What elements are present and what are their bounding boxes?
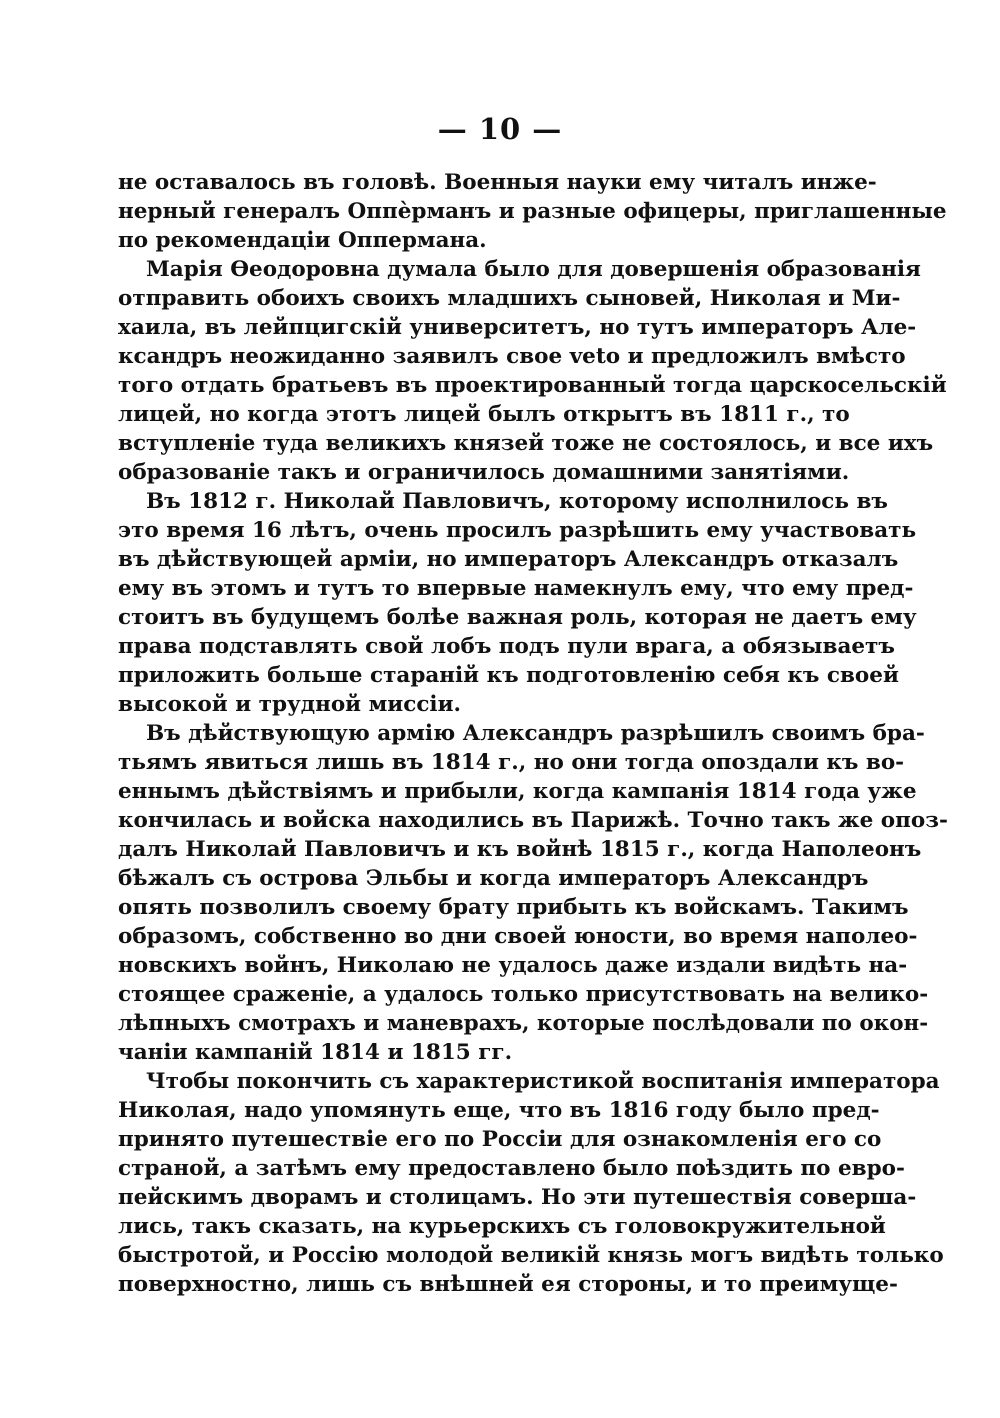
text-line: стоящее сраженіе, а удалось только присутствовать на велико- bbox=[118, 982, 929, 1007]
body-text bbox=[118, 168, 948, 1299]
text-line: Въ 1812 г. Николай Павловичъ, которому исполнилось въ bbox=[146, 489, 888, 514]
text-line: Николая, надо упомянуть еще, что въ 1816 году было пред- bbox=[118, 1098, 880, 1123]
page-number: — 10 — bbox=[437, 112, 563, 146]
text-line: того отдать братьевъ въ проектированный тогда царскосельскій bbox=[118, 373, 947, 398]
text-line: высокой и трудной миссіи. bbox=[118, 692, 462, 717]
text-line: вступленіе туда великихъ князей тоже не состоялось, и все ихъ bbox=[118, 431, 934, 456]
text-line: хаила, въ лейпцигскій университетъ, но тутъ императоръ Але- bbox=[118, 315, 917, 340]
text-line: образомъ, собственно во дни своей юности, во время наполео- bbox=[118, 924, 918, 949]
text-line: стоитъ въ будущемъ болѣе важная роль, которая не даетъ ему bbox=[118, 605, 917, 630]
text-line: принято путешествіе его по Россіи для ознакомленія его со bbox=[118, 1127, 882, 1152]
text-line: пейскимъ дворамъ и столицамъ. Но эти путешествія соверша- bbox=[118, 1185, 917, 1210]
text-line: отправить обоихъ своихъ младшихъ сыновей, Николая и Ми- bbox=[118, 286, 901, 311]
text-line: Чтобы покончить съ характеристикой воспитанія императора bbox=[146, 1069, 940, 1094]
text-line: не оставалось въ головѣ. Военныя науки ему читалъ инже- bbox=[118, 170, 877, 195]
text-line: страной, а затѣмъ ему предоставлено было поѣздить по евро- bbox=[118, 1156, 905, 1181]
text-line: приложить больше стараній къ подготовленію себя къ своей bbox=[118, 663, 899, 688]
text-line: опять позволилъ своему брату прибыть къ войскамъ. Такимъ bbox=[118, 895, 909, 920]
text-line: ксандръ неожиданно заявилъ свое veto и предложилъ вмѣсто bbox=[118, 344, 906, 369]
text-line: кончилась и войска находились въ Парижѣ. Точно такъ же опоз- bbox=[118, 808, 948, 833]
text-line: ему въ этомъ и тутъ то впервые намекнулъ ему, что ему пред- bbox=[118, 576, 914, 601]
text-line: это время 16 лѣтъ, очень просилъ разрѣшить ему участвовать bbox=[118, 518, 917, 543]
text-line: Въ дѣйствующую армію Александръ разрѣшилъ своимъ бра- bbox=[146, 721, 925, 746]
text-line: образованіе такъ и ограничилось домашними занятіями. bbox=[118, 460, 850, 485]
text-line: бѣжалъ съ острова Эльбы и когда императоръ Александръ bbox=[118, 866, 869, 891]
text-line: лицей, но когда этотъ лицей былъ открытъ въ 1811 г., то bbox=[118, 402, 850, 427]
text-line: новскихъ войнъ, Николаю не удалось даже издали видѣть на- bbox=[118, 953, 908, 978]
text-line: нерный генералъ Оппѐрманъ и разные офицеры, приглашенные bbox=[118, 199, 947, 224]
text-line: тьямъ явиться лишь въ 1814 г., но они тогда опоздали къ во- bbox=[118, 750, 905, 775]
text-line: еннымъ дѣйствіямъ и прибыли, когда кампанія 1814 года уже bbox=[118, 779, 917, 804]
text-line: лись, такъ сказать, на курьерскихъ съ головокружительной bbox=[118, 1214, 886, 1239]
text-line: чаніи кампаній 1814 и 1815 гг. bbox=[118, 1040, 513, 1065]
text-line: быстротой, и Россію молодой великій князь могъ видѣть только bbox=[118, 1243, 944, 1268]
text-line: по рекомендаціи Оппермана. bbox=[118, 228, 487, 253]
text-line: Марія Ѳеодоровна думала было для довершенія образованія bbox=[146, 257, 921, 282]
text-line: въ дѣйствующей арміи, но императоръ Александръ отказалъ bbox=[118, 547, 899, 572]
text-line: далъ Николай Павловичъ и къ войнѣ 1815 г., когда Наполеонъ bbox=[118, 837, 922, 862]
text-line: лѣпныхъ смотрахъ и маневрахъ, которые послѣдовали по окон- bbox=[118, 1011, 929, 1036]
text-line: поверхностно, лишь съ внѣшней ея стороны, и то преимуще- bbox=[118, 1272, 898, 1297]
text-line: права подставлять свой лобъ подъ пули врага, а обязываетъ bbox=[118, 634, 895, 659]
